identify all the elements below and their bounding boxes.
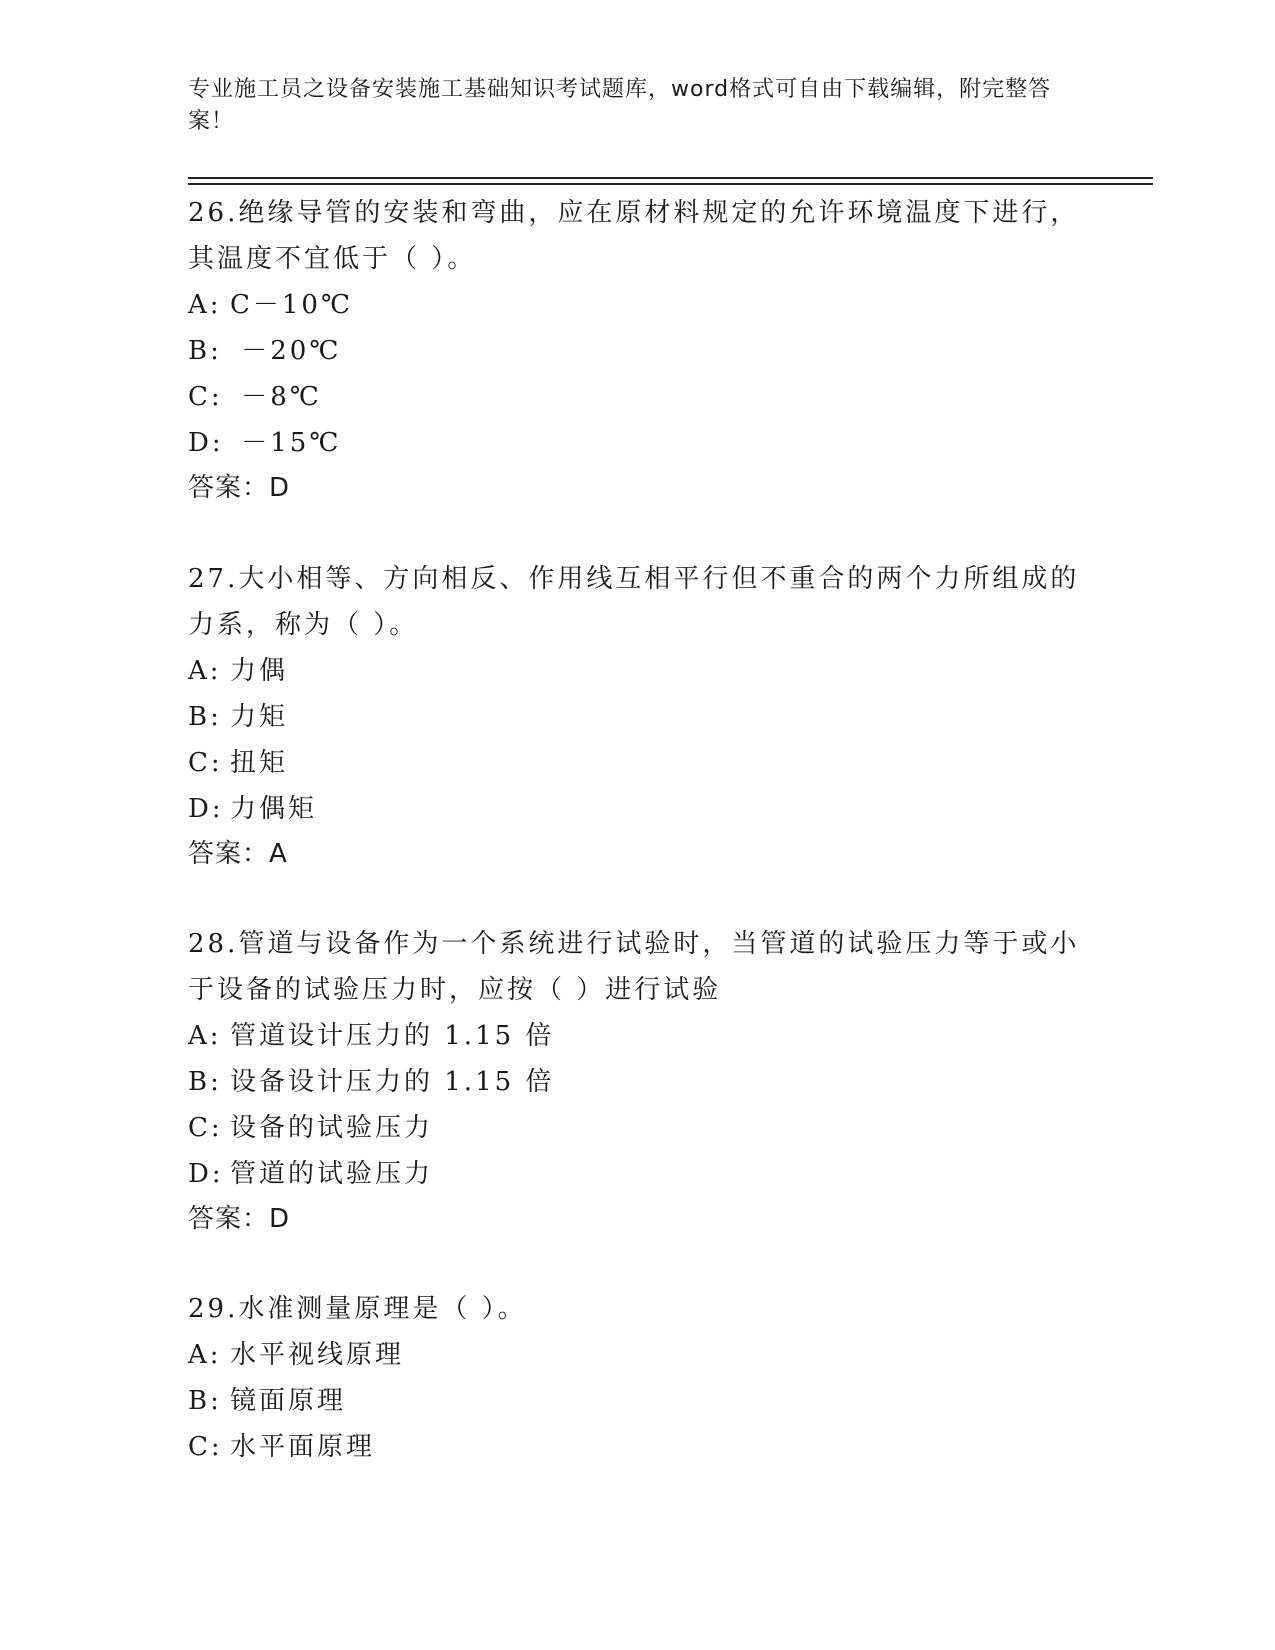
option-text: 力矩 — [230, 702, 289, 732]
option-text: 镜面原理 — [230, 1386, 347, 1416]
document-header: 专业施工员之设备安装施工基础知识考试题库，word格式可自由下载编辑，附完整答案！ — [188, 77, 1052, 134]
option-d — [188, 420, 1088, 466]
option-letter: B: — [188, 1067, 222, 1097]
option-letter: A: — [188, 1340, 222, 1370]
question-29 — [188, 1286, 1088, 1470]
option-letter: D: — [188, 794, 224, 824]
option-c — [188, 374, 1088, 420]
option-text: －15℃ — [230, 428, 342, 458]
option-b — [188, 1059, 1088, 1105]
option-letter: C: — [188, 748, 223, 778]
answer: 答案：D — [188, 1204, 291, 1234]
option-text: 设备设计压力的 1.15 倍 — [230, 1067, 555, 1097]
option-c — [188, 740, 1088, 786]
option-letter: A: — [188, 290, 222, 320]
option-text: 管道设计压力的 1.15 倍 — [230, 1021, 555, 1051]
question-28 — [188, 921, 1088, 1241]
option-letter: A: — [188, 656, 222, 686]
option-a — [188, 282, 1088, 328]
option-b — [188, 328, 1088, 374]
option-a — [188, 1013, 1088, 1059]
question-stem: 28.管道与设备作为一个系统进行试验时，当管道的试验压力等于或小于设备的试验压力时，应按（ ）进行试验 — [188, 929, 1080, 1005]
header-divider-bottom — [188, 183, 1153, 185]
option-letter: A: — [188, 1021, 222, 1051]
option-text: 管道的试验压力 — [230, 1159, 434, 1189]
question-27 — [188, 556, 1088, 876]
option-text: 水平视线原理 — [230, 1340, 405, 1370]
question-stem: 29.水准测量原理是（ ）。 — [188, 1294, 527, 1324]
answer: 答案：A — [188, 839, 288, 869]
option-text: 扭矩 — [230, 748, 289, 778]
option-b — [188, 1378, 1088, 1424]
option-text: 力偶 — [230, 656, 289, 686]
option-letter: B: — [188, 1386, 222, 1416]
option-letter: B: — [188, 336, 222, 366]
option-a — [188, 648, 1088, 694]
option-text: －20℃ — [230, 336, 342, 366]
question-26 — [188, 190, 1088, 510]
option-text: 力偶矩 — [230, 794, 318, 824]
option-text: 设备的试验压力 — [230, 1113, 434, 1143]
option-letter: D: — [188, 1159, 224, 1189]
option-letter: B: — [188, 702, 222, 732]
option-c — [188, 1424, 1088, 1470]
option-letter: D: — [188, 428, 224, 458]
option-b — [188, 694, 1088, 740]
option-letter: C: — [188, 1432, 223, 1462]
option-d — [188, 786, 1088, 832]
option-c — [188, 1105, 1088, 1151]
option-text: C－10℃ — [230, 290, 354, 320]
header-divider-top — [188, 177, 1153, 179]
option-text: －8℃ — [230, 382, 322, 412]
option-a — [188, 1332, 1088, 1378]
option-d — [188, 1151, 1088, 1197]
question-stem: 26.绝缘导管的安装和弯曲，应在原材料规定的允许环境温度下进行，其温度不宜低于（ ）。 — [188, 198, 1080, 274]
option-letter: C: — [188, 382, 223, 412]
option-text: 水平面原理 — [230, 1432, 376, 1462]
option-letter: C: — [188, 1113, 223, 1143]
question-stem: 27.大小相等、方向相反、作用线互相平行但不重合的两个力所组成的力系，称为（ ）。 — [188, 564, 1080, 640]
answer: 答案：D — [188, 473, 291, 503]
